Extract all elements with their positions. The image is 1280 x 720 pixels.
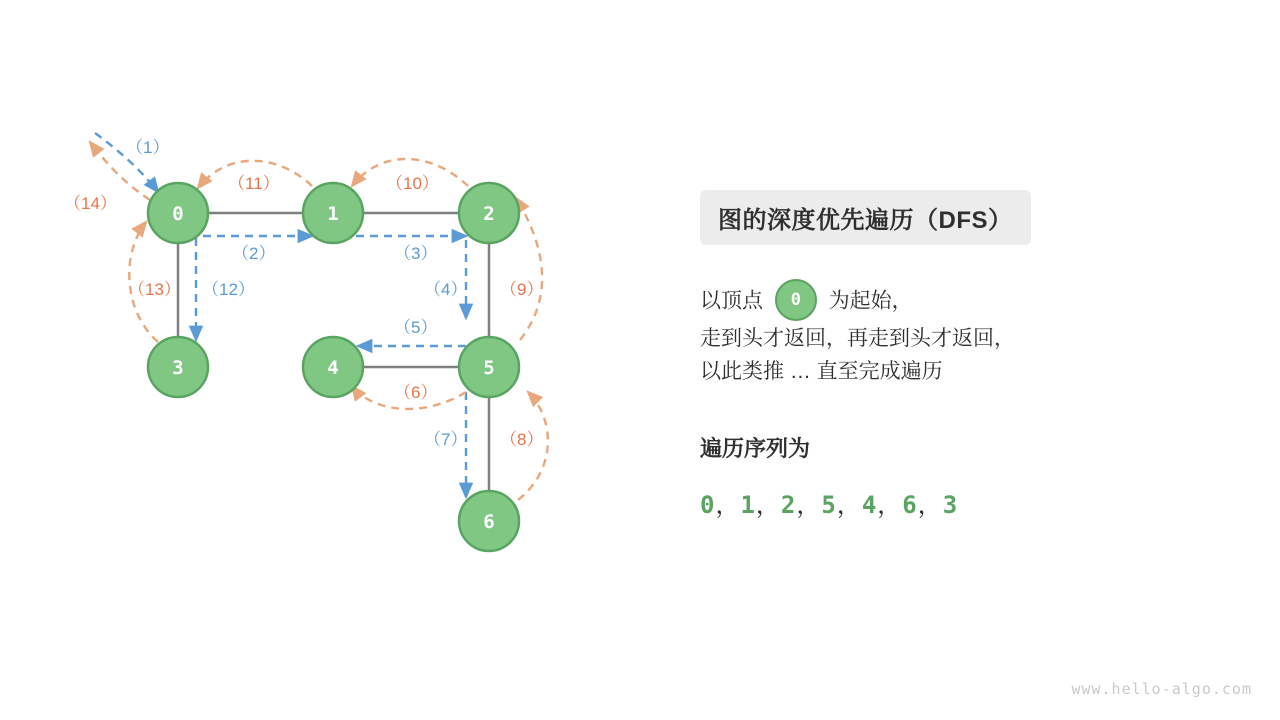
sequence-sep-0: ， <box>715 491 741 520</box>
step-labels <box>64 138 543 449</box>
description-suffix: 为起始， <box>828 289 913 313</box>
node-label: 1 <box>327 203 339 225</box>
description-line-3: 以此类推 … 直至完成遍历 <box>700 359 943 383</box>
sequence-values <box>700 485 1240 520</box>
sequence-sep-2: ， <box>796 491 822 520</box>
graph-node-0[interactable] <box>148 183 208 243</box>
step-label-14: （14） <box>64 194 117 213</box>
step-label-3: （3） <box>394 244 438 263</box>
node-label: 6 <box>483 511 495 533</box>
graph-node-6[interactable] <box>459 491 519 551</box>
node-label: 0 <box>172 203 184 225</box>
graph-node-5[interactable] <box>459 337 519 397</box>
description-prefix: 以顶点 <box>700 289 763 313</box>
graph-node-2[interactable] <box>459 183 519 243</box>
graph-nodes <box>148 183 519 551</box>
graph-node-3[interactable] <box>148 337 208 397</box>
step-label-12: （12） <box>202 280 255 299</box>
sequence-item-1: 1 <box>740 491 756 520</box>
sequence-sep-3: ， <box>836 491 862 520</box>
sequence-sep-1: ， <box>755 491 781 520</box>
description-line-2: 走到头才返回，再走到头才返回， <box>700 327 1015 350</box>
node-label: 5 <box>483 357 495 379</box>
step-label-5: （5） <box>394 318 438 337</box>
sequence-item-6: 3 <box>942 491 959 520</box>
step-label-9: （9） <box>500 280 544 299</box>
sequence-item-3: 5 <box>821 491 837 520</box>
sequence-item-2: 2 <box>780 491 797 520</box>
step-label-7: （7） <box>424 430 468 449</box>
step-label-6: （6） <box>394 383 438 402</box>
arrow-step-9 <box>516 198 542 340</box>
start-node-badge: 0 <box>775 279 817 321</box>
step-label-10: （10） <box>386 174 439 193</box>
explanation-panel <box>700 190 1240 520</box>
step-label-1: （1） <box>126 138 170 157</box>
node-label: 4 <box>327 357 339 379</box>
watermark: www.hello-algo.com <box>1071 680 1252 698</box>
step-label-4: （4） <box>424 280 468 299</box>
sequence-item-0: 0 <box>700 491 716 520</box>
panel-title: 图的深度优先遍历（DFS） <box>700 190 1031 245</box>
sequence-sep-5: ， <box>917 491 943 520</box>
sequence-item-4: 4 <box>861 491 878 520</box>
step-label-2: （2） <box>232 244 276 263</box>
step-label-13: （13） <box>128 280 181 299</box>
sequence-title: 遍历序列为 <box>700 436 811 462</box>
step-label-11: （11） <box>228 174 280 193</box>
graph-node-1[interactable] <box>303 183 363 243</box>
node-label: 3 <box>172 357 184 379</box>
step-label-8: （8） <box>500 430 544 449</box>
sequence-item-5: 6 <box>902 491 918 520</box>
description-line-1 <box>700 281 1240 323</box>
sequence-sep-4: ， <box>877 491 903 520</box>
panel-description <box>700 281 1240 388</box>
node-label: 2 <box>483 203 495 225</box>
graph-node-4[interactable] <box>303 337 363 397</box>
